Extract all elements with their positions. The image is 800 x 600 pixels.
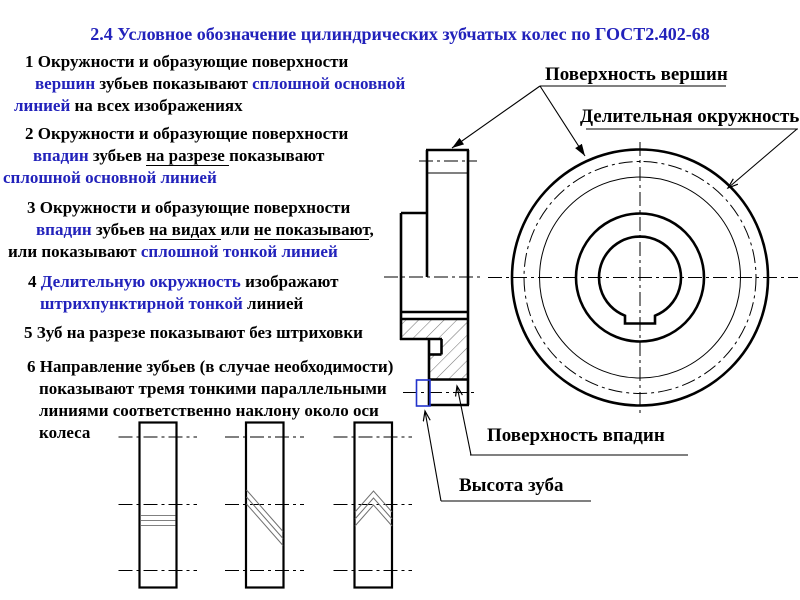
note-segment: зубьев показывают <box>95 74 253 93</box>
spur-teeth-symbol <box>119 423 198 588</box>
note-segment: зубьев <box>91 220 150 239</box>
tooth-direction-symbols <box>119 423 413 588</box>
slide-title: 2.4 Условное обозначение цилиндрических зубчатых колес по ГОСТ2.402-68 <box>90 24 710 44</box>
note-line <box>39 400 379 421</box>
note-segment: или <box>220 220 254 239</box>
note-line <box>25 123 348 144</box>
herringbone-teeth-symbol <box>334 423 413 588</box>
note-line <box>28 271 339 292</box>
note-line <box>39 422 90 443</box>
hatch-web-band <box>401 319 468 339</box>
note-segment: не показывают <box>253 220 370 239</box>
note-segment: 1 Окружности и образующие поверхности <box>25 52 349 71</box>
note-line <box>24 322 363 343</box>
note-segment: впадин <box>36 220 92 239</box>
note-segment: 6 Направление зубьев (в случае необходимости) <box>27 357 394 376</box>
vertex-leader-right <box>540 86 585 156</box>
note-segment: вершин <box>35 74 96 93</box>
note-segment: колеса <box>39 423 91 442</box>
note-line <box>8 241 338 262</box>
note-segment: на разрезе <box>146 146 230 165</box>
label-root-surface: Поверхность впадин <box>487 425 665 446</box>
pitch-leader <box>728 129 797 188</box>
gear-front-view <box>488 142 798 414</box>
note-segment: 4 <box>28 272 41 291</box>
note-line <box>40 293 303 314</box>
note-segment: на видах <box>149 220 221 239</box>
note-segment: сплошной основной <box>252 74 406 93</box>
hatch-rim-band <box>429 339 468 380</box>
note-segment: , <box>369 220 374 239</box>
note-line <box>39 378 387 399</box>
helical-teeth-symbol <box>225 423 304 588</box>
height-leader <box>425 411 441 501</box>
note-segment: линией <box>242 294 304 313</box>
note-line <box>27 356 393 377</box>
note-line <box>33 145 324 166</box>
label-vertex-surface: Поверхность вершин <box>545 64 728 85</box>
note-line <box>35 73 405 94</box>
note-segment: 2 Окружности и образующие поверхности <box>25 124 349 143</box>
note-segment: впадин <box>33 146 89 165</box>
note-segment: 5 Зуб на разрезе показывают без штриховки <box>24 323 363 342</box>
note-segment: показывают тремя тонкими параллельными <box>39 379 387 398</box>
note-segment: показывают <box>229 146 325 165</box>
note-line <box>27 197 350 218</box>
note-segment: штрихпунктирной тонкой <box>40 294 243 313</box>
vertex-leader-left <box>452 86 540 148</box>
note-line <box>36 219 374 240</box>
note-segment: на всех изображениях <box>70 96 243 115</box>
note-line <box>14 95 243 116</box>
note-segment: 3 Окружности и образующие поверхности <box>27 198 351 217</box>
note-segment: изображают <box>240 272 339 291</box>
note-line <box>25 51 348 72</box>
note-segment: линиями соответственно наклону около оси <box>39 401 379 420</box>
note-segment: сплошной основной линией <box>3 168 217 187</box>
note-line <box>3 167 217 188</box>
note-segment: линией <box>14 96 71 115</box>
note-segment: или показывают <box>8 242 141 261</box>
note-segment: сплошной тонкой линией <box>140 242 338 261</box>
label-pitch-circle: Делительная окружность <box>580 106 800 127</box>
note-segment: зубьев <box>88 146 147 165</box>
note-segment: Делительную окружность <box>40 272 241 291</box>
gear-section-view <box>384 150 482 405</box>
label-tooth-height: Высота зуба <box>459 475 564 496</box>
